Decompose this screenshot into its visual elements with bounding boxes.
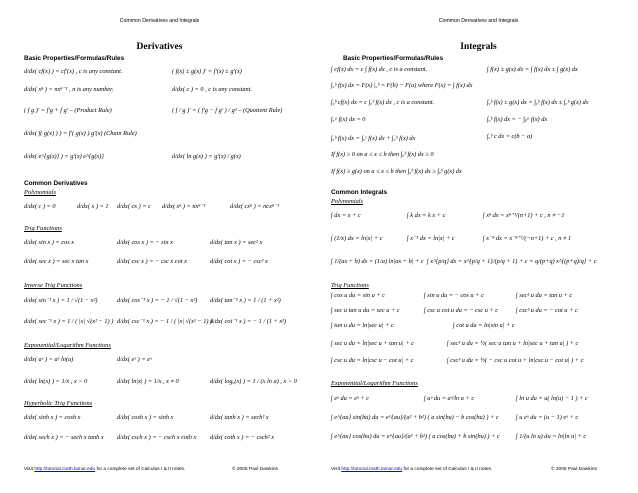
formula: d/dx( coth x ) = − csch² x xyxy=(210,434,275,441)
tutorial-link[interactable]: http://tutorial.math.lamar.edu xyxy=(341,467,403,472)
formula: ∫ csc u cot u du = − csc u + c xyxy=(424,307,499,314)
subsection-label: Trig Functions xyxy=(24,225,62,232)
formula: ( f / g )′ = ( f′g − f g′ ) / g² – (Quotient Rule) xyxy=(172,107,283,114)
formula: d/dx( sec x ) = sec x tan x xyxy=(24,258,89,265)
formula: ∫ₐᵃ f(x) dx = 0 xyxy=(331,116,366,123)
formula: d/dx( ln g(x) ) = g′(x) / g(x) xyxy=(172,153,241,160)
formula: d/dx( c ) = 0 xyxy=(24,203,56,210)
formula: ∫ eᵘ du = eᵘ + c xyxy=(331,395,370,402)
formula: d/dx( ln(x) ) = 1/x , x > 0 xyxy=(24,378,88,385)
formula: ∫ csc³ u du = ½( − csc u cot u + ln|csc u − cot u| ) + c xyxy=(447,357,584,364)
formula: ∫ k dx = k x + c xyxy=(407,212,446,219)
formula: ∫ x^{p/q} dx = x^{p/q + 1}/(p/q + 1) + c = q/(p+q) x^{(p+q)/q} + c xyxy=(427,258,597,265)
formula: ∫ₐᵇ cf(x) dx = c ∫ₐᵇ f(x) dx , c is a constant. xyxy=(331,99,435,106)
formula: ∫ sin u du = − cos u + c xyxy=(424,292,484,299)
formula: ∫ₐᵇ c dx = c(b − a) xyxy=(487,133,533,140)
formula: ∫ x⁻ⁿ dx = x⁻ⁿ⁺¹/(−n+1) + c , n ≠ 1 xyxy=(483,235,572,242)
page-header: Common Derivatives and Integrals xyxy=(119,18,200,24)
formula: d/dx( cos⁻¹ x ) = − 1 / √(1 − x²) xyxy=(117,297,198,304)
formula: ∫ sec³ u du = ½( sec u tan u + ln|sec u + tan u| ) + c xyxy=(447,340,579,347)
footer-note: Visit http://tutorial.math.lamar.edu for a complete set of Calculus I & II notes. xyxy=(24,467,186,472)
formula: ∫ csc u du = ln|csc u − cot u| + c xyxy=(331,357,414,364)
formula: d/dx( sec⁻¹ x ) = 1 / ( |x| √(x² − 1) ) xyxy=(24,318,114,325)
copyright: © 2005 Paul Dawkins xyxy=(551,467,597,472)
section-heading-basic: Basic Properties/Formulas/Rules xyxy=(343,55,444,62)
formula: ∫ cf(x) dx = c ∫ f(x) dx , c is a constant. xyxy=(331,66,428,73)
formula: d/dx( eˣ ) = eˣ xyxy=(117,356,152,363)
formula: ∫ e^{au} cos(bu) du = e^{au}/(a² + b²) ( a cos(bu) + b sin(bu) ) + c xyxy=(331,433,500,440)
formula: d/dx( csc⁻¹ x ) = − 1 / ( |x| √(x² − 1) ) xyxy=(117,318,213,325)
formula: d/dx( cxⁿ ) = ncxⁿ⁻¹ xyxy=(230,203,280,210)
formula: ∫ (1/x) dx = ln|x| + c xyxy=(331,235,383,242)
subsection-label: Hyperbolic Trig Functions xyxy=(24,400,93,407)
formula: d/dx( cot⁻¹ x ) = − 1 / (1 + x²) xyxy=(210,318,287,325)
formula: ∫ xⁿ dx = xⁿ⁺¹/(n+1) + c , n ≠ −1 xyxy=(483,212,565,219)
formula: ∫ csc² u du = − cot u + c xyxy=(516,307,578,314)
formula: d/dx( sin x ) = cos x xyxy=(24,239,75,246)
page-title: Derivatives xyxy=(136,42,183,52)
subsection-label: Exponential/Logarithm Functions xyxy=(24,342,111,349)
formula: d/dx( cos x ) = − sin x xyxy=(117,239,173,246)
formula: d/dx( cot x ) = − csc² x xyxy=(210,258,268,265)
section-heading-common: Common Integrals xyxy=(331,189,388,196)
formula: ∫ₐᵇ f(x) dx = − ∫ᵦᵃ f(x) dx xyxy=(487,116,548,123)
section-heading-basic: Basic Properties/Formulas/Rules xyxy=(24,55,125,62)
formula: ∫ e^{au} sin(bu) du = e^{au}/(a² + b²) ( a sin(bu) − b cos(bu) ) + c xyxy=(331,414,499,421)
formula: d/dx( sin⁻¹ x ) = 1 / √(1 − x²) xyxy=(24,297,98,304)
formula: ( f g )′ = f′g + f g′ – (Product Rule) xyxy=(24,107,112,114)
formula: d/dx( tanh x ) = sech² x xyxy=(210,414,269,421)
page-header: Common Derivatives and Integrals xyxy=(438,18,519,24)
subsection-label: Exponential/Logarithm Functions xyxy=(331,380,418,387)
subsection-label: Inverse Trig Functions xyxy=(24,282,83,289)
integrals-page xyxy=(319,0,638,493)
page-title: Integrals xyxy=(460,42,497,52)
formula: ∫ sec u du = ln|sec u + tan u| + c xyxy=(331,340,414,347)
subsection-label: Trig Functions xyxy=(331,282,369,289)
formula: ∫ sec u tan u du = sec u + c xyxy=(331,307,400,314)
formula: d/dx( f( g(x) ) ) = f′( g(x) ) g′(x) (Chain Rule) xyxy=(24,130,137,137)
tutorial-link[interactable]: http://tutorial.math.lamar.edu xyxy=(34,467,96,472)
formula: ∫ cot u du = ln|sin u| + c xyxy=(453,322,515,329)
formula: ∫ x⁻¹ dx = ln|x| + c xyxy=(407,235,455,242)
formula: d/dx( c ) = 0 , c is any constant. xyxy=(172,86,252,93)
formula: d/dx( xⁿ ) = nxⁿ⁻¹ , n is any number. xyxy=(24,86,114,93)
formula: d/dx( aˣ ) = aˣ ln(a) xyxy=(24,356,74,363)
formula: ∫ ln u du = u( ln(u) − 1 ) + c xyxy=(516,395,588,402)
formula: ( f(x) ± g(x) )′ = f′(x) ± g′(x) xyxy=(172,68,242,75)
formula: d/dx( tan x ) = sec² x xyxy=(210,239,263,246)
formula: d/dx( xⁿ ) = nxⁿ⁻¹ xyxy=(162,203,206,210)
formula: ∫ 1/(u ln u) du = ln|ln u| + c xyxy=(516,433,587,440)
formula: ∫ aᵘ du = aᵘ/ln a + c xyxy=(424,395,475,402)
formula: d/dx( sinh x ) = cosh x xyxy=(24,414,81,421)
formula: ∫ f(x) ± g(x) dx = ∫ f(x) dx ± ∫ g(x) dx xyxy=(487,66,578,73)
formula: d/dx( csch x ) = − csch x coth x xyxy=(117,434,197,441)
footer-note: Visit http://tutorial.math.lamar.edu for a complete set of Calculus I & II notes. xyxy=(331,467,493,472)
formula: ∫ₐᵇ f(x) dx = F(x) |ₐᵇ = F(b) − F(a) where F(x) = ∫ f(x) dx xyxy=(331,82,473,89)
copyright: © 2005 Paul Dawkins xyxy=(232,467,278,472)
formula: ∫ sec² u du = tan u + c xyxy=(516,292,573,299)
subsection-label: Polynomials xyxy=(24,189,56,196)
formula: ∫ 1/(ax + b) dx = (1/a) ln|ax + b| + c xyxy=(331,258,424,265)
formula: d/dx( cx ) = c xyxy=(117,203,151,210)
formula: d/dx( sech x ) = − sech x tanh x xyxy=(24,434,104,441)
formula: ∫ tan u du = ln|sec u| + c xyxy=(331,322,394,329)
formula: ∫ dx = x + c xyxy=(331,212,361,219)
formula: If f(x) ≥ g(x) on a ≤ x ≤ b then ∫ₐᵇ f(x) dx ≥ ∫ₐᵇ g(x) dx xyxy=(331,168,462,175)
formula: ∫ u eᵘ du = (u − 1) eᵘ + c xyxy=(516,414,579,421)
formula: d/dx( cf(x) ) = cf′(x) , c is any constant. xyxy=(24,68,123,75)
formula: ∫ cos u du = sin u + c xyxy=(331,292,385,299)
formula: d/dx( logₐ(x) ) = 1 / (x ln a) , x > 0 xyxy=(210,378,297,385)
formula: d/dx( tan⁻¹ x ) = 1 / (1 + x²) xyxy=(210,297,281,304)
formula: d/dx( x ) = 1 xyxy=(77,203,109,210)
formula: ∫ₐᵇ f(x) ± g(x) dx = ∫ₐᵇ f(x) dx ± ∫ₐᵇ g(x) dx xyxy=(487,99,589,106)
section-heading-common: Common Derivatives xyxy=(24,180,88,187)
formula: d/dx( e^{g(x)} ) = g′(x) e^{g(x)} xyxy=(24,153,104,160)
formula: d/dx( cosh x ) = sinh x xyxy=(117,414,174,421)
formula: If f(x) ≥ 0 on a ≤ x ≤ b then ∫ₐᵇ f(x) dx ≥ 0 xyxy=(331,151,434,158)
formula: d/dx( csc x ) = − csc x cot x xyxy=(117,258,187,265)
formula: d/dx( ln|x| ) = 1/x , x ≠ 0 xyxy=(117,378,179,385)
subsection-label: Polynomials xyxy=(331,198,363,205)
formula: ∫ₐᵇ f(x) dx = ∫ₐᶜ f(x) dx + ∫꜀ᵇ f(x) dx xyxy=(331,135,416,142)
